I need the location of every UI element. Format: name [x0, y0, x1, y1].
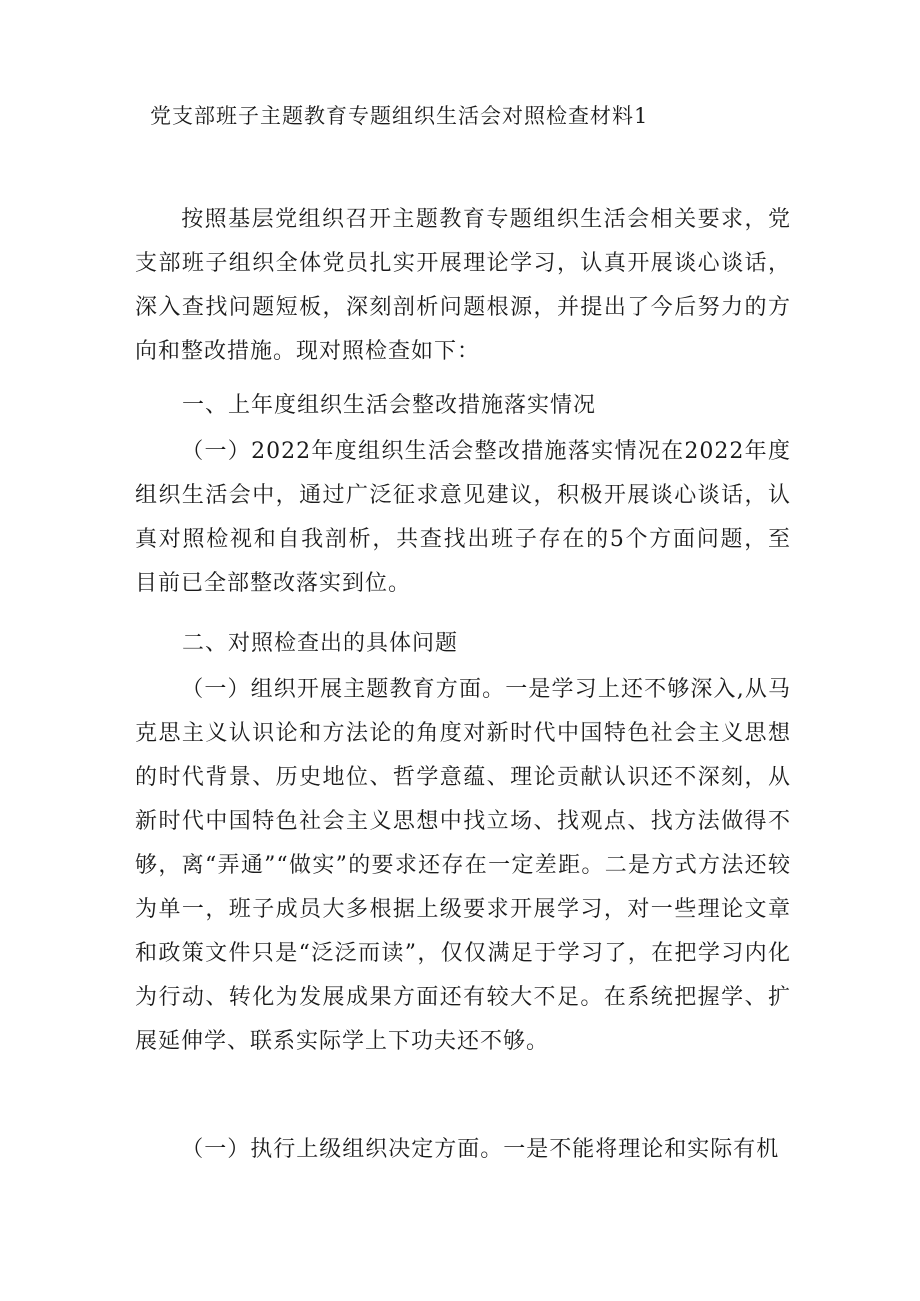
document-title: 党支部班子主题教育专题组织生活会对照检查材料1 [150, 104, 649, 128]
section-2-paragraph-2: （一）执行上级组织决定方面。一是不能将理论和实际有机 [181, 1137, 780, 1162]
section-2-heading: 二、对照检查出的具体问题 [182, 631, 459, 656]
section-1-paragraph: （一）2022年度组织生活会整改措施落实情况在2022年度组织生活会中，通过广泛征求意见建议，积极开展谈心谈话，认真对照检视和自我剖析，共查找出班子存在的5个方面问题，至目前已全部整改落实到位。 [135, 439, 791, 596]
section-1-heading: 一、上年度组织生活会整改措施落实情况 [182, 393, 597, 418]
section-2-paragraph-1: （一）组织开展主题教育方面。一是学习上还不够深入,从马克思主义认识论和方法论的角度对新时代中国特色社会主义思想的时代背景、历史地位、哲学意蕴、理论贡献认识还不深刻，从新时代中国特色社会主义思想中找立场、找观点、找方法做得不够，离“弄通”“做实”的要求还存在一定差距。二是方式方法还较为单一，班子成员大多根据上级要求开展学习，对一些理论文章和政策文件只是“泛泛而读”，仅仅满足于学习了，在把学习内化为行动、转化为发展成果方面还有较大不足。在系统把握学、扩展延伸学、联系实际学上下功夫还不够。 [135, 677, 791, 1054]
intro-paragraph: 按照基层党组织召开主题教育专题组织生活会相关要求，党支部班子组织全体党员扎实开展理论学习，认真开展谈心谈话，深入查找问题短板，深刻剖析问题根源，并提出了今后努力的方向和整改措施。现对照检查如下： [135, 207, 791, 364]
